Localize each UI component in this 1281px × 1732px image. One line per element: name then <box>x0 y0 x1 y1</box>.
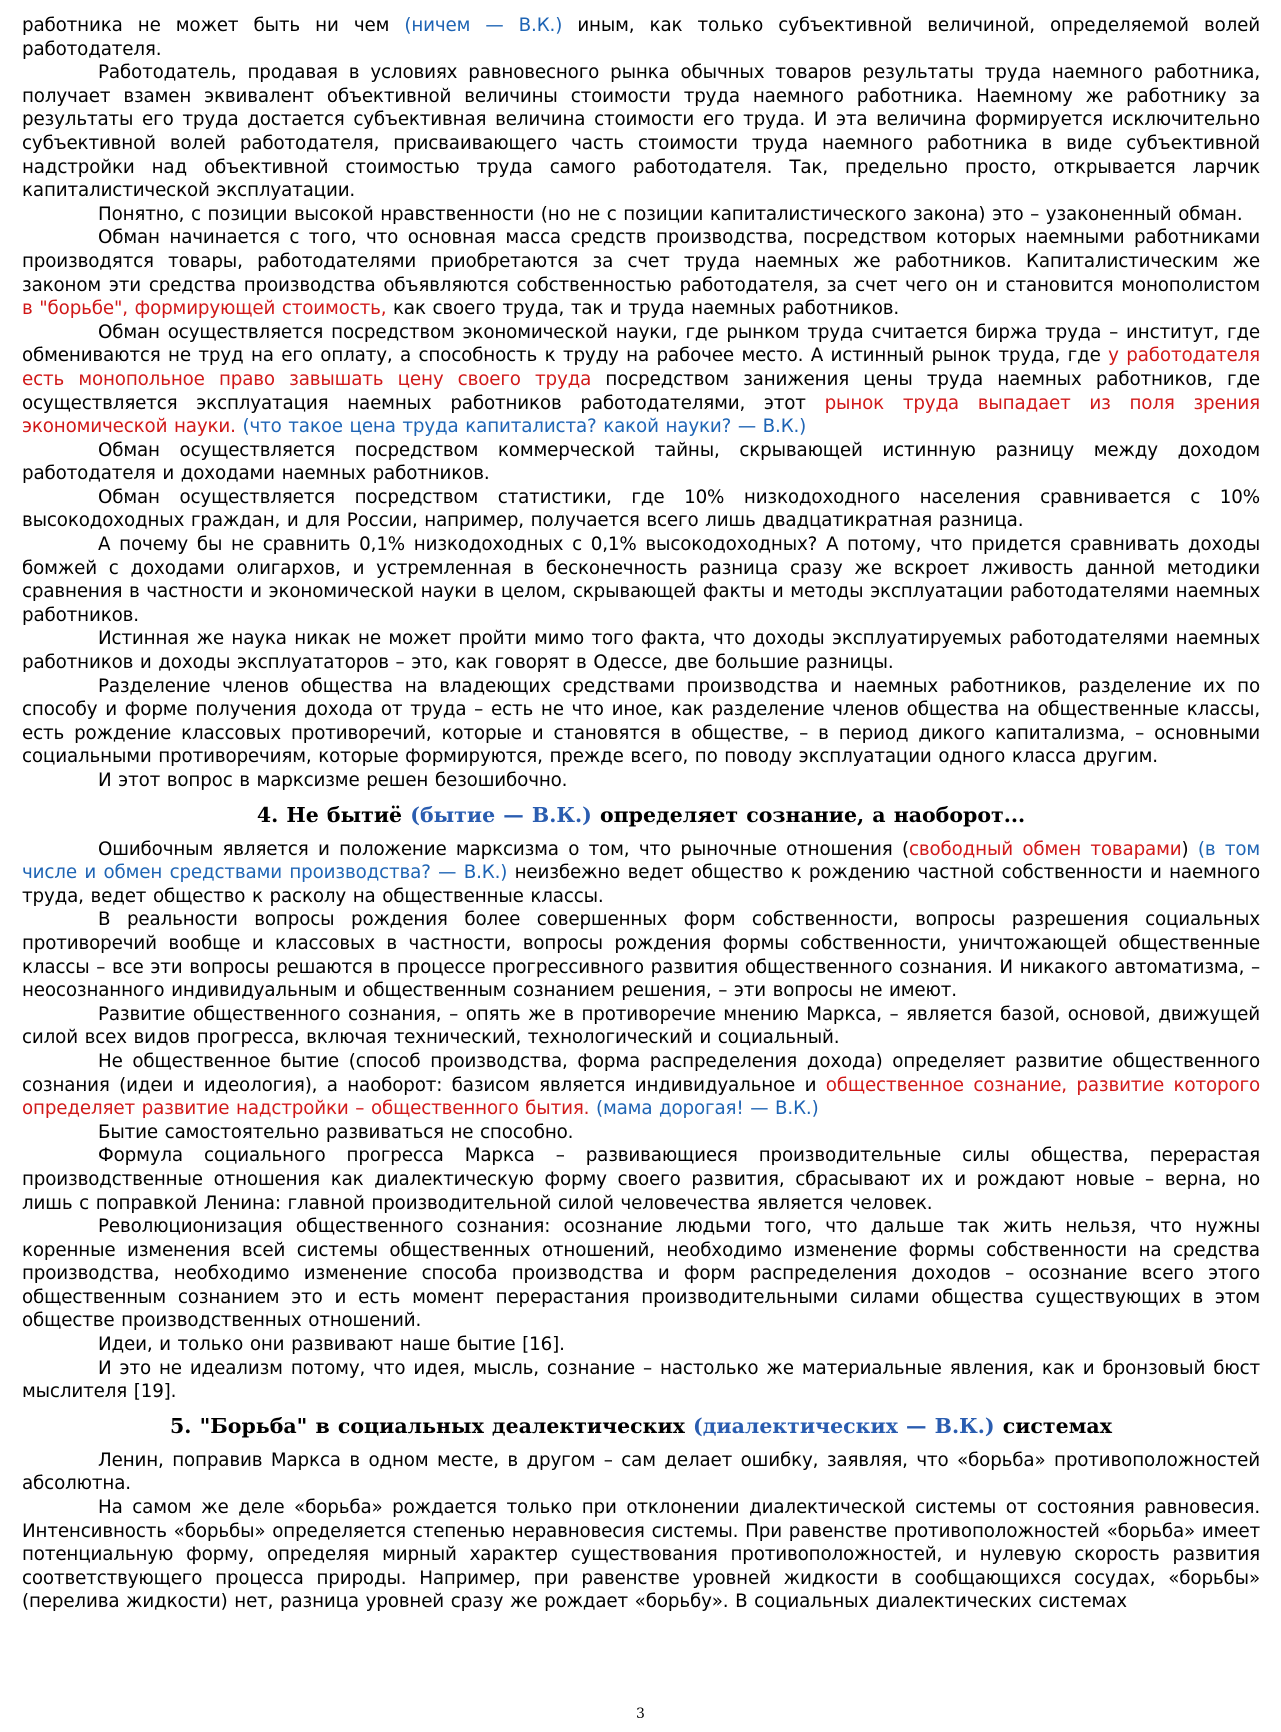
paragraph: Формула социального прогресса Маркса – развивающиеся производительные силы общества, перерастая производственные отношения как диалектическую форму своего развития, сбрасывают их и рождают новые – верна, но лишь с поправкой Ленина: главной производительной силой человечества является человек. <box>22 1145 1260 1214</box>
highlighted-text: рынок труда выпадает из поля зрения экономической науки. <box>22 392 1260 438</box>
editor-comment: (в том числе и обмен средствами производства? — В.К.) <box>22 838 1260 884</box>
paragraph: Ошибочным является и положение марксизма о том, что рыночные отношения (свободный обмен товарами) (в том числе и обмен средствами производства? — В.К.) неизбежно ведет общество к рождению частной собственности и наемного труда, ведет общество к расколу на общественные классы. <box>22 838 1260 907</box>
highlighted-text: в "борьбе", формирующей стоимость, <box>22 298 387 320</box>
paragraph: Обман осуществляется посредством статистики, где 10% низкодоходного населения сравнивается с 10% высокодоходных граждан, и для России, например, получается всего лишь двадцатикратная разница. <box>22 486 1260 532</box>
paragraph: Понятно, с позиции высокой нравственности (но не с позиции капиталистического закона) это – узаконенный обман. <box>98 203 1243 225</box>
section-heading-4: 4. Не бытиё (бытие — В.К.) определяет сознание, а наоборот... <box>256 802 1026 827</box>
highlighted-text: общественное сознание, развитие которого определяет развитие надстройки – общественного бытия. <box>22 1074 1260 1120</box>
paragraph: На самом же деле «борьба» рождается только при отклонении диалектической системы от состояния равновесия. Интенсивность «борьбы» определяется степенью неравновесия системы. При равенстве противоположностей «борьба» имеет потенциальную форму, определяя мирный характер существования противоположностей, и нулевую скорость развития соответствующего процесса природы. Например, при равенстве уровней жидкости в сообщающихся сосудах, «борьбы» (перелива жидкости) нет, разница уровней сразу же рождает «борьбу». В социальных диалектических системах <box>22 1497 1260 1613</box>
editor-comment: (ничем — В.К.) <box>404 15 563 36</box>
section-heading-5: 5. "Борьба" в социальных деалектических (диалектических — В.К.) системах <box>170 1413 1112 1438</box>
editor-comment: (диалектических — В.К.) <box>693 1413 995 1438</box>
paragraph: Бытие самостоятельно развиваться не способно. <box>98 1121 574 1143</box>
page-number: 3 <box>636 1706 645 1722</box>
paragraph: Развитие общественного сознания, – опять же в противоречие мнению Маркса, – является базой, основой, движущей силой всех видов прогресса, включая технический, технологический и социальный. <box>22 1003 1260 1049</box>
paragraph: Обман начинается с того, что основная масса средств производства, посредством которых наемными работниками производятся товары, работодателями приобретаются за счет труда наемных же работников. Капиталистическим же законом эти средства производства объявляются собственностью работодателя, за счет чего он и становится монополистом в "борьбе", формирующей стоимость, как своего труда, так и труда наемных работников. <box>22 227 1260 320</box>
editor-comment: (мама дорогая! — В.К.) <box>596 1098 819 1120</box>
paragraph: А почему бы не сравнить 0,1% низкодоходных с 0,1% высокодоходных? А потому, что придется сравнивать доходы бомжей с доходами олигархов, и устремленная в бесконечность разница сразу же вскроет лживость данной методики сравнения в частности и экономической науки в целом, скрывающей факты и методы эксплуатации работодателями наемных работников. <box>22 534 1260 626</box>
paragraph: Обман осуществляется посредством коммерческой тайны, скрывающей истинную разницу между доходом работодателя и доходами наемных работников. <box>22 439 1260 485</box>
document-page <box>22 14 1260 1614</box>
editor-comment: (бытие — В.К.) <box>410 802 592 827</box>
paragraph: Идеи, и только они развивают наше бытие [16]. <box>98 1334 565 1356</box>
editor-comment: (что такое цена труда капиталиста? какой науки? — В.К.) <box>235 416 807 438</box>
paragraph: В реальности вопросы рождения более совершенных форм собственности, вопросы разрешения социальных противоречий вообще и классовых в частности, вопросы рождения формы собственности, уничтожающей общественные классы – все эти вопросы решаются в процессе прогрессивного развития общественного сознания. И никакого автоматизма, – неосознанного индивидуальным и общественным сознанием решения, – эти вопросы не имеют. <box>22 909 1260 1002</box>
paragraph: Обман осуществляется посредством экономической науки, где рынком труда считается биржа труда – институт, где обмениваются не труд на его оплату, а способность к труду на рабочее место. А истинный рынок труда, где у работодателя есть монопольное право завышать цену своего труда посредством занижения цены труда наемных работников, где осуществляется эксплуатация наемных работников работодателями, этот рынок труда выпадает из поля зрения экономической науки. (что такое цена труда капиталиста? какой науки? — В.К.) <box>22 321 1260 438</box>
highlighted-text: свободный обмен товарами <box>908 838 1182 860</box>
paragraph: Не общественное бытие (способ производства, форма распределения дохода) определяет развитие общественного сознания (идеи и идеология), а наоборот: базисом является индивидуальное и общественное сознание, развитие которого определяет развитие надстройки – общественного бытия. (мама дорогая! — В.К.) <box>22 1050 1260 1120</box>
paragraph: Ленин, поправив Маркса в одном месте, в другом – сам делает ошибку, заявляя, что «борьба» противоположностей абсолютна. <box>22 1449 1260 1495</box>
paragraph: Работодатель, продавая в условиях равновесного рынка обычных товаров результаты труда наемного работника, получает взамен эквивалент объективной величины стоимости труда наемного работника. Наемному же работнику за результаты его труда достается субъективная величина стоимости его труда. И эта величина формируется исключительно субъективной волей работодателя, присваивающего часть стоимости труда наемного работника в виде субъективной надстройки над объективной стоимостью труда самого работодателя. Так, предельно просто, открывается ларчик капиталистической эксплуатации. <box>22 62 1260 202</box>
paragraph: Разделение членов общества на владеющих средствами производства и наемных работников, разделение их по способу и форме получения дохода от труда – есть не что иное, как разделение членов общества на общественные классы, есть рождение классовых противоречий, которые и становятся в обществе, – в период дикого капитализма, – основными социальными противоречиям, которые формируются, прежде всего, по поводу эксплуатации одного класса другим. <box>22 675 1260 768</box>
highlighted-text: у работодателя есть монопольное право завышать цену своего труда <box>22 345 1260 390</box>
paragraph: И этот вопрос в марксизме решен безошибочно. <box>98 770 568 791</box>
paragraph: Революционизация общественного сознания: осознание людьми того, что дальше так жить нельзя, что нужны коренные изменения всей системы общественных отношений, необходимо изменение формы собственности на средства производства, необходимо изменение способа производства и форм распределения доходов – осознание всего этого общественным сознанием это и есть момент перерастания производительными силами общества существующих в этом обществе производственных отношений. <box>22 1216 1260 1332</box>
paragraph: Истинная же наука никак не может пройти мимо того факта, что доходы эксплуатируемых работодателями наемных работников и доходы эксплуататоров – это, как говорят в Одессе, две большие разницы. <box>22 628 1260 674</box>
paragraph: работника не может быть ни чем (ничем — В.К.) иным, как только субъективной величиной, определяемой волей работодателя. <box>22 15 1261 60</box>
paragraph: И это не идеализм потому, что идея, мысль, сознание – настолько же материальные явления, как и бронзовый бюст мыслителя [19]. <box>22 1357 1260 1403</box>
